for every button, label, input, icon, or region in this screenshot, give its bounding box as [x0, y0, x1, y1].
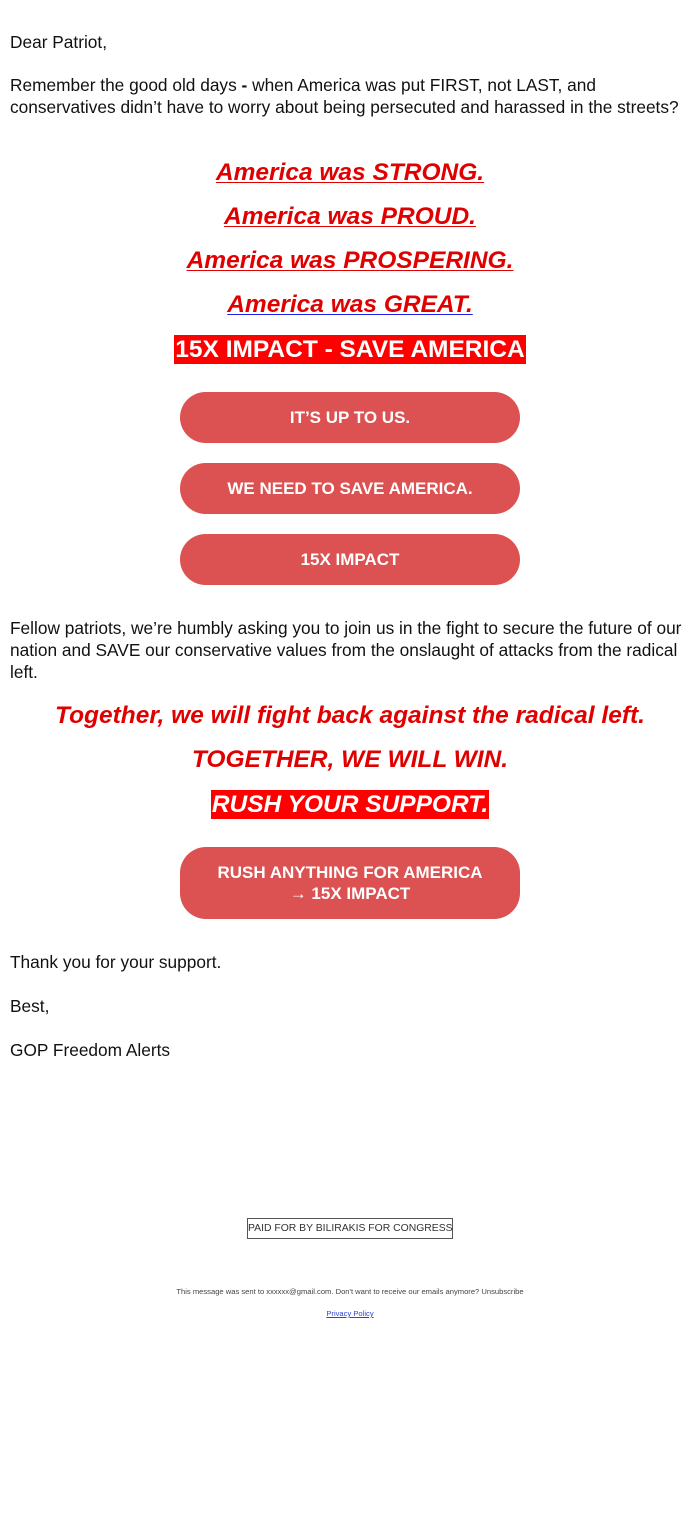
intro-dash: -: [241, 75, 248, 95]
headline-proud-link[interactable]: America was PROUD.: [224, 203, 476, 230]
headline-strong-link[interactable]: America was STRONG.: [215, 159, 485, 186]
headline-prospering-link[interactable]: America was PROSPERING.: [186, 247, 514, 274]
save-america-button[interactable]: WE NEED TO SAVE AMERICA.: [180, 463, 520, 514]
together-win-text: TOGETHER, WE WILL WIN.: [191, 746, 509, 773]
footer-sent-note: [0, 1286, 700, 1298]
rush-anything-label-line2: → 15X IMPACT: [289, 884, 411, 903]
intro-text-end: when America was put FIRST, not LAST, and conservatives didn’t have to worry about being persecuted and harassed in the streets?: [10, 75, 679, 117]
ask-paragraph: Fellow patriots, we’re humbly asking you to join us in the fight to secure the future of our nation and SAVE our conservative values from the onslaught of attacks from the radical left.: [10, 618, 682, 682]
impact-button[interactable]: 15X IMPACT: [180, 534, 520, 585]
headline-strong: [0, 158, 700, 188]
greeting: Dear Patriot,: [10, 32, 108, 52]
rush-anything-button[interactable]: [180, 847, 520, 919]
footer-sent-text: This message was sent to xxxxxx@gmail.com. Don't want to receive our emails anymore?: [176, 1287, 482, 1296]
impact-banner-row: [0, 335, 700, 364]
intro-text-start: Remember the good old days: [10, 75, 242, 95]
privacy-row: [0, 1308, 700, 1320]
together-fight-text: Together, we will fight back against the radical left.: [55, 702, 645, 729]
privacy-policy-link[interactable]: Privacy Policy: [326, 1309, 374, 1318]
rush-support-banner[interactable]: RUSH YOUR SUPPORT.: [211, 791, 489, 818]
up-to-us-button[interactable]: IT’S UP TO US.: [180, 392, 520, 443]
headline-prospering: [0, 246, 700, 276]
rush-support-banner-row: [0, 790, 700, 819]
rush-anything-label-line1: RUSH ANYTHING FOR AMERICA: [217, 863, 483, 882]
signature-text: GOP Freedom Alerts: [10, 1040, 171, 1060]
headline-great: [0, 290, 700, 320]
intro-paragraph: [10, 74, 685, 118]
headline-great-link[interactable]: America was GREAT.: [227, 291, 473, 318]
signoff-text: Best,: [10, 996, 50, 1016]
thanks-text: Thank you for your support.: [10, 952, 222, 972]
impact-banner[interactable]: 15X IMPACT - SAVE AMERICA: [175, 336, 525, 363]
headline-proud: [0, 202, 700, 232]
unsubscribe-link[interactable]: Unsubscribe: [481, 1287, 524, 1296]
paid-for-disclaimer: PAID FOR BY BILIRAKIS FOR CONGRESS: [247, 1218, 453, 1239]
